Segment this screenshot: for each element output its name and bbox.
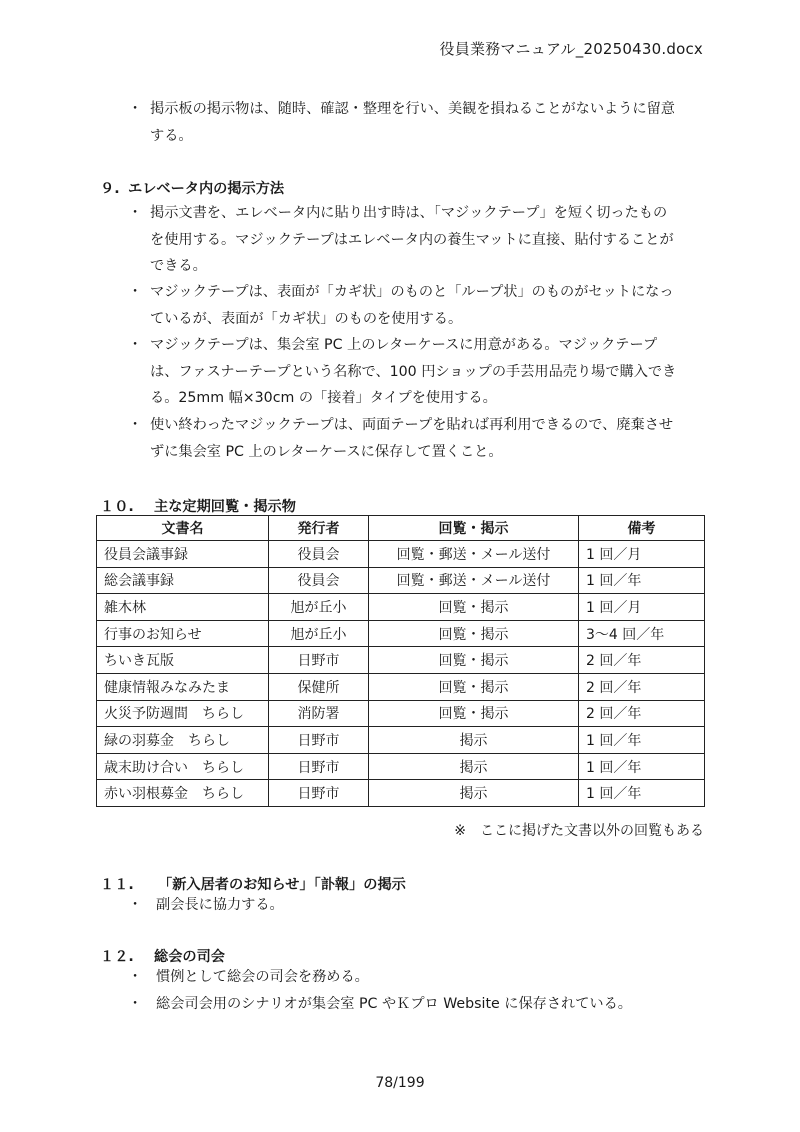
section-number: ９. bbox=[100, 181, 120, 197]
cell-issuer: 日野市 bbox=[269, 647, 369, 674]
schedule-table bbox=[96, 515, 705, 807]
section-12-heading bbox=[100, 946, 225, 966]
cell-method: 回覧・掲示 bbox=[369, 647, 579, 674]
bullet-line: ずに集会室 PC 上のレターケースに保存して置くこと。 bbox=[150, 443, 503, 460]
section-9-bullet bbox=[128, 412, 708, 465]
cell-document: 赤い羽根募金 ちらし bbox=[97, 780, 269, 807]
table-row bbox=[97, 727, 705, 754]
bullet-line: 総会司会用のシナリオが集会室 PC やＫプロ Website に保存されている。 bbox=[156, 996, 632, 1012]
cell-method: 回覧・掲示 bbox=[369, 700, 579, 727]
bullet-line: を使用する。マジックテープはエレベータ内の養生マットに直接、貼付することが bbox=[150, 231, 674, 248]
section-11-bullet bbox=[128, 892, 708, 919]
cell-document: 歳末助け合い ちらし bbox=[97, 753, 269, 780]
cell-remarks: 1 回／年 bbox=[579, 780, 705, 807]
bullet-marker: ・ bbox=[128, 337, 143, 353]
cell-remarks: 3〜4 回／年 bbox=[579, 620, 705, 647]
bullet-line: 副会長に協力する。 bbox=[156, 897, 284, 913]
intro-bullet bbox=[128, 96, 708, 149]
section-number: １１. bbox=[100, 877, 134, 893]
column-header: 文書名 bbox=[97, 516, 269, 541]
bullet-line: する。 bbox=[150, 127, 193, 144]
cell-issuer: 役員会 bbox=[269, 541, 369, 568]
bullet-line: 慣例として総会の司会を務める。 bbox=[156, 969, 369, 985]
cell-issuer: 日野市 bbox=[269, 780, 369, 807]
table-row bbox=[97, 753, 705, 780]
table-row bbox=[97, 541, 705, 568]
cell-method: 回覧・掲示 bbox=[369, 620, 579, 647]
section-number: １０. bbox=[100, 499, 134, 515]
section-title: 総会の司会 bbox=[154, 949, 225, 965]
cell-method: 回覧・郵送・メール送付 bbox=[369, 541, 579, 568]
section-12-bullet bbox=[128, 964, 718, 991]
cell-issuer: 旭が丘小 bbox=[269, 620, 369, 647]
section-9-bullet bbox=[128, 200, 708, 280]
cell-document: 役員会議事録 bbox=[97, 541, 269, 568]
cell-remarks: 1 回／年 bbox=[579, 727, 705, 754]
bullet-line: は、ファスナーテープという名称で、100 円ショップの手芸用品売り場で購入でき bbox=[150, 363, 677, 380]
cell-remarks: 2 回／年 bbox=[579, 673, 705, 700]
bullet-line: 使い終わったマジックテープは、両面テープを貼れば再利用できるので、廃棄させ bbox=[150, 417, 674, 433]
cell-method: 回覧・掲示 bbox=[369, 594, 579, 621]
bullet-line: ているが、表面が「カギ状」のものを使用する。 bbox=[150, 310, 463, 327]
bullet-marker: ・ bbox=[128, 417, 143, 433]
bullet-marker: ・ bbox=[128, 284, 143, 300]
section-9-bullet bbox=[128, 279, 708, 332]
cell-issuer: 消防署 bbox=[269, 700, 369, 727]
cell-method: 掲示 bbox=[369, 727, 579, 754]
cell-method: 掲示 bbox=[369, 753, 579, 780]
section-9-heading bbox=[100, 178, 284, 198]
bullet-marker: ・ bbox=[128, 996, 143, 1012]
bullet-marker: ・ bbox=[128, 969, 143, 985]
cell-remarks: 1 回／月 bbox=[579, 541, 705, 568]
bullet-line: マジックテープは、表面が「カギ状」のものと「ループ状」のものがセットになっ bbox=[150, 284, 674, 300]
cell-remarks: 1 回／月 bbox=[579, 594, 705, 621]
cell-document: 雑木林 bbox=[97, 594, 269, 621]
section-12-bullet bbox=[128, 991, 718, 1018]
table-row bbox=[97, 567, 705, 594]
bullet-marker: ・ bbox=[128, 205, 143, 221]
table-note: ※ ここに掲げた文書以外の回覧もある bbox=[454, 823, 704, 839]
cell-remarks: 1 回／年 bbox=[579, 753, 705, 780]
table-row bbox=[97, 594, 705, 621]
table-row bbox=[97, 700, 705, 727]
column-header: 回覧・掲示 bbox=[369, 516, 579, 541]
cell-document: 火災予防週間 ちらし bbox=[97, 700, 269, 727]
column-header: 備考 bbox=[579, 516, 705, 541]
cell-remarks: 2 回／年 bbox=[579, 700, 705, 727]
cell-method: 回覧・掲示 bbox=[369, 673, 579, 700]
section-10-heading bbox=[100, 496, 296, 516]
cell-document: ちいき瓦版 bbox=[97, 647, 269, 674]
bullet-line: る。25mm 幅×30cm の「接着」タイプを使用する。 bbox=[150, 390, 497, 406]
table-row bbox=[97, 673, 705, 700]
cell-method: 掲示 bbox=[369, 780, 579, 807]
bullet-line: 掲示板の掲示物は、随時、確認・整理を行い、美観を損ねることがないように留意 bbox=[150, 101, 675, 117]
bullet-line: マジックテープは、集会室 PC 上のレターケースに用意がある。マジックテープ bbox=[150, 337, 658, 353]
table-header-row bbox=[97, 516, 705, 541]
bullet-marker: ・ bbox=[128, 897, 143, 913]
cell-issuer: 日野市 bbox=[269, 753, 369, 780]
cell-document: 緑の羽募金 ちらし bbox=[97, 727, 269, 754]
section-9-bullet bbox=[128, 332, 708, 412]
document-filename: 役員業務マニュアル_20250430.docx bbox=[439, 40, 703, 58]
column-header: 発行者 bbox=[269, 516, 369, 541]
section-number: １２. bbox=[100, 949, 134, 965]
table-row bbox=[97, 620, 705, 647]
section-title: 「新入居者のお知らせ」「訃報」の掲示 bbox=[158, 877, 406, 893]
cell-issuer: 役員会 bbox=[269, 567, 369, 594]
bullet-marker: ・ bbox=[128, 101, 143, 117]
bullet-line: できる。 bbox=[150, 258, 207, 274]
page-number: 78/199 bbox=[375, 1075, 425, 1091]
cell-document: 総会議事録 bbox=[97, 567, 269, 594]
table-row bbox=[97, 647, 705, 674]
cell-issuer: 日野市 bbox=[269, 727, 369, 754]
cell-document: 健康情報みなみたま bbox=[97, 673, 269, 700]
cell-issuer: 保健所 bbox=[269, 673, 369, 700]
section-11-heading bbox=[100, 874, 406, 894]
cell-document: 行事のお知らせ bbox=[97, 620, 269, 647]
section-title: エレベータ内の掲示方法 bbox=[128, 181, 285, 197]
bullet-line: 掲示文書を、エレベータ内に貼り出す時は、「マジックテープ」を短く切ったもの bbox=[150, 205, 668, 221]
table-row bbox=[97, 780, 705, 807]
cell-remarks: 2 回／年 bbox=[579, 647, 705, 674]
cell-remarks: 1 回／年 bbox=[579, 567, 705, 594]
cell-issuer: 旭が丘小 bbox=[269, 594, 369, 621]
cell-method: 回覧・郵送・メール送付 bbox=[369, 567, 579, 594]
section-title: 主な定期回覧・掲示物 bbox=[154, 499, 296, 515]
